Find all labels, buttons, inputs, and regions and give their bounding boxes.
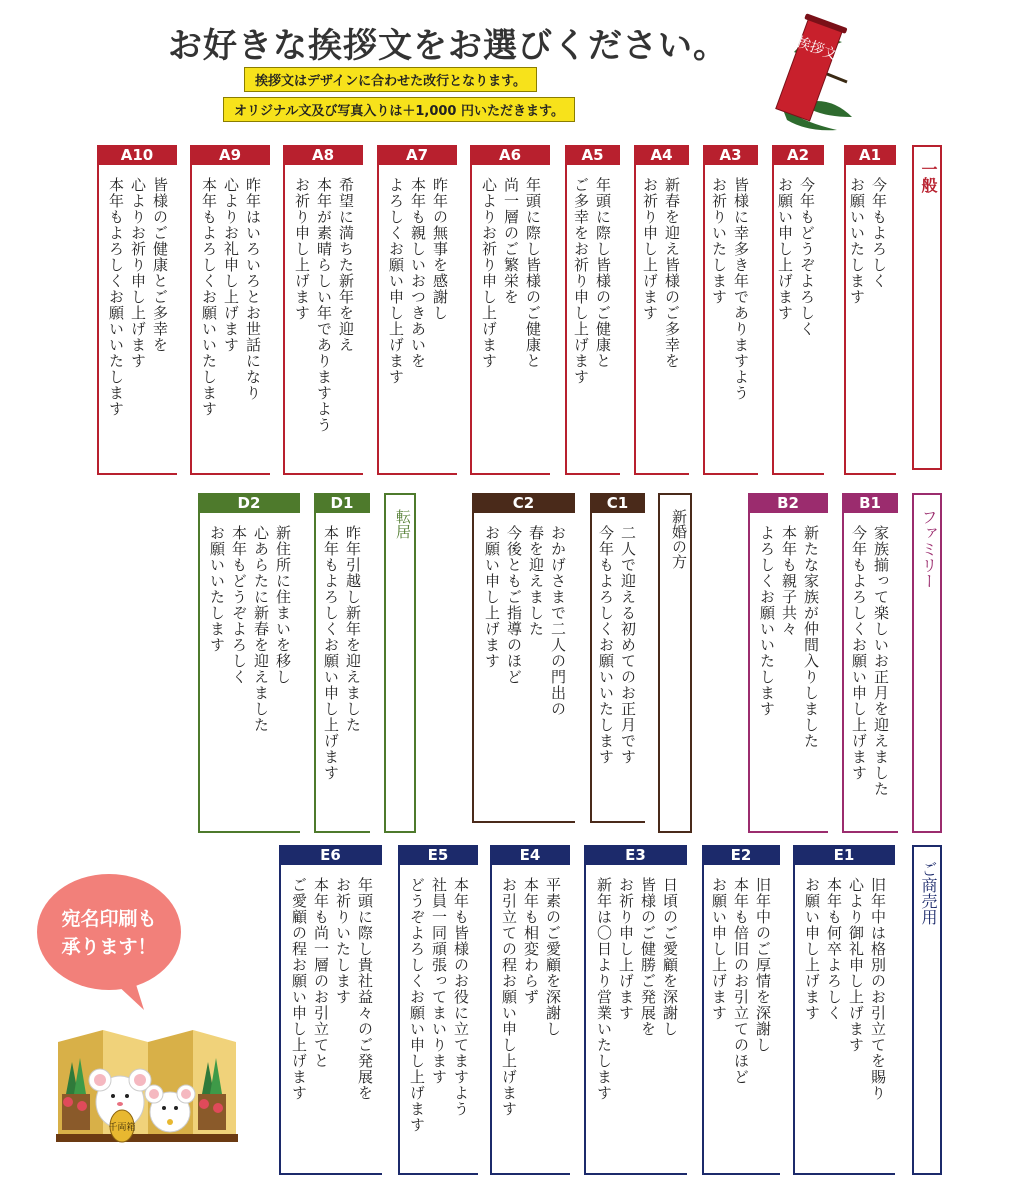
card-code: B1 <box>842 493 898 513</box>
category-family-label: ファミリー <box>919 509 938 589</box>
card-a7[interactable] <box>377 145 457 475</box>
category-newlywed <box>658 493 692 833</box>
card-code: A10 <box>97 145 177 165</box>
card-code: E2 <box>702 845 780 865</box>
page-title: お好きな挨拶文をお選びください。 <box>168 26 728 66</box>
greeting-text: おかげさまで二人の門出の 春を迎えました 今後ともご指導のほど お願い申し上げます <box>472 513 575 823</box>
card-a10[interactable] <box>97 145 177 475</box>
category-business <box>912 845 942 1175</box>
category-newlywed-label: 新婚の方 <box>670 509 688 569</box>
card-code: A3 <box>703 145 758 165</box>
card-d1[interactable] <box>314 493 370 833</box>
greeting-text: 旧年中は格別のお引立てを賜り 心より御礼申し上げます 本年も何卒よろしく お願い申し上げます <box>793 865 895 1175</box>
card-a5[interactable] <box>565 145 620 475</box>
greeting-text: 希望に満ちた新年を迎え 本年が素晴らしい年でありますよう お祈り申し上げます <box>283 165 363 475</box>
greeting-text: 新春を迎え皆様のご多幸を お祈り申し上げます <box>634 165 689 475</box>
card-code: C2 <box>472 493 575 513</box>
card-b2[interactable] <box>748 493 828 833</box>
greeting-text: 年頭に際し貴社益々のご発展を お祈りいたします 本年も尚一層のお引立てと ご愛顧の程お願い申し上げます <box>279 865 382 1175</box>
card-code: A9 <box>190 145 270 165</box>
card-code: E5 <box>398 845 478 865</box>
greeting-text: 年頭に際し皆様のご健康と ご多幸をお祈り申し上げます <box>565 165 620 475</box>
card-code: B2 <box>748 493 828 513</box>
line-break-note: 挨拶文はデザインに合わせた改行となります。 <box>244 67 537 92</box>
original-text-fee-note: オリジナル文及び写真入りは＋1,000 円いただきます。 <box>223 97 575 122</box>
card-a2[interactable] <box>772 145 824 475</box>
card-a4[interactable] <box>634 145 689 475</box>
category-general-label: 一般 <box>919 161 938 193</box>
greeting-text: 二人で迎える初めてのお正月です 今年もよろしくお願いいたします <box>590 513 645 823</box>
card-code: A7 <box>377 145 457 165</box>
card-code: E1 <box>793 845 895 865</box>
promo-line-1: 宛名印刷も <box>61 908 157 930</box>
golden-screen-illustration <box>48 1022 242 1144</box>
greeting-text: 新住所に住まいを移し 心あらたに新春を迎えました 本年もどうぞよろしく お願いいたします <box>198 513 300 833</box>
card-c2[interactable] <box>472 493 575 823</box>
greeting-text: 昨年引越し新年を迎えました 本年もよろしくお願い申し上げます <box>314 513 370 833</box>
card-code: A6 <box>470 145 550 165</box>
promo-line-2: 承ります！ <box>61 936 157 958</box>
card-a9[interactable] <box>190 145 270 475</box>
greeting-text: 旧年中のご厚情を深謝し 本年も倍旧のお引立てのほど お願い申し上げます <box>702 865 780 1175</box>
greeting-text: 平素のご愛顧を深謝し 本年も相変わらず お引立ての程お願い申し上げます <box>490 865 570 1175</box>
greeting-text: 家族揃って楽しいお正月を迎えました 今年もよろしくお願い申し上げます <box>842 513 898 833</box>
card-d2[interactable] <box>198 493 300 833</box>
card-code: D2 <box>198 493 300 513</box>
card-code: A1 <box>844 145 896 165</box>
card-a6[interactable] <box>470 145 550 475</box>
card-e1[interactable] <box>793 845 895 1175</box>
greeting-text: 皆様に幸多き年でありますよう お祈りいたします <box>703 165 758 475</box>
card-code: A2 <box>772 145 824 165</box>
greeting-text: 今年もよろしく お願いいたします <box>844 165 896 475</box>
card-code: C1 <box>590 493 645 513</box>
greeting-text: 皆様のご健康とご多幸を 心よりお祈り申し上げます 本年もよろしくお願いいたします <box>97 165 177 475</box>
greeting-text: 新たな家族が仲間入りしました 本年も親子共々 よろしくお願いいたします <box>748 513 828 833</box>
card-e4[interactable] <box>490 845 570 1175</box>
address-print-bubble <box>34 870 184 1012</box>
category-general <box>912 145 942 470</box>
card-e3[interactable] <box>584 845 687 1175</box>
emblem-char-1: 挨拶文 <box>794 34 840 64</box>
card-e2[interactable] <box>702 845 780 1175</box>
category-family <box>912 493 942 833</box>
greeting-text: 昨年の無事を感謝し 本年も親しいおつきあいを よろしくお願い申し上げます <box>377 165 457 475</box>
card-b1[interactable] <box>842 493 898 833</box>
card-a8[interactable] <box>283 145 363 475</box>
card-code: E6 <box>279 845 382 865</box>
greeting-text: 本年も皆様のお役に立てますよう 社員一同頑張ってまいります どうぞよろしくお願い申し上げます <box>398 865 478 1175</box>
card-code: A5 <box>565 145 620 165</box>
card-code: E4 <box>490 845 570 865</box>
greeting-banner-emblem <box>752 12 857 140</box>
card-e5[interactable] <box>398 845 478 1175</box>
card-a3[interactable] <box>703 145 758 475</box>
category-moving-label: 転居 <box>394 509 412 539</box>
card-a1[interactable] <box>844 145 896 475</box>
card-e6[interactable] <box>279 845 382 1175</box>
category-business-label: ご商売用 <box>919 861 938 925</box>
coin-text: 千両箱 <box>108 1123 136 1133</box>
card-code: A8 <box>283 145 363 165</box>
category-moving <box>384 493 416 833</box>
greeting-text: 年頭に際し皆様のご健康と 尚一層のご繁栄を 心よりお祈り申し上げます <box>470 165 550 475</box>
card-code: E3 <box>584 845 687 865</box>
greeting-text: 日頃のご愛顧を深謝し 皆様のご健勝ご発展を お祈り申し上げます 新年は〇日より営業いたします <box>584 865 687 1175</box>
card-code: D1 <box>314 493 370 513</box>
greeting-text: 昨年はいろいろとお世話になり 心よりお礼申し上げます 本年もよろしくお願いいたします <box>190 165 270 475</box>
card-code: A4 <box>634 145 689 165</box>
greeting-text: 今年もどうぞよろしく お願い申し上げます <box>772 165 824 475</box>
card-c1[interactable] <box>590 493 645 823</box>
